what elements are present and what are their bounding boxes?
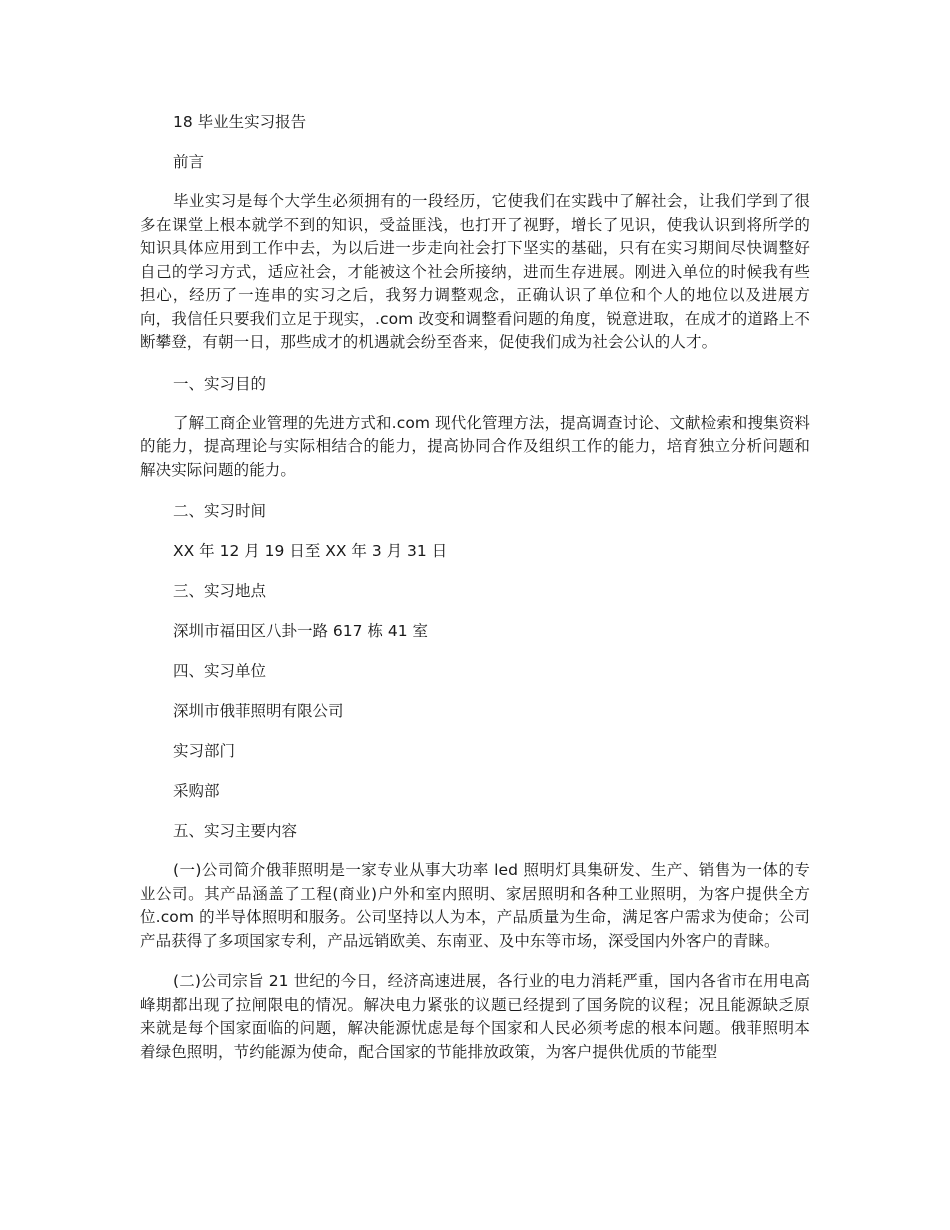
preface-paragraph: 毕业实习是每个大学生必须拥有的一段经历，它使我们在实践中了解社会，让我们学到了很多在课堂上根本就学不到的知识，受益匪浅，也打开了视野，增长了见识，使我认识到将所学的知识具体应用到工作中去，为以后进一步走向社会打下坚实的基础，只有在实习期间尽快调整好自己的学习方式，适应社会，才能被这个社会所接纳，进而生存进展。刚进入单位的时候我有些担心，经历了一连串的实习之后，我努力调整观念，正确认识了单位和个人的地位以及进展方向，我信任只要我们立足于现实，.com 改变和调整看问题的角度，锐意进取，在成才的道路上不断攀登，有朝一日，那些成才的机遇就会纷至沓来，促使我们成为社会公认的人才。 — [140, 192, 810, 351]
section-1-heading: 一、实习目的 — [173, 374, 267, 393]
section-1-paragraph: 了解工商企业管理的先进方式和.com 现代化管理方法，提高调查讨论、文献检索和搜集资料的能力，提高理论与实际相结合的能力，提高协同合作及组织工作的能力，培育独立分析问题和解决实际问题的能力。 — [140, 413, 810, 479]
preface-heading: 前言 — [173, 153, 205, 171]
document-page — [140, 110, 810, 1081]
section-2-text: XX 年 12 月 19 日至 XX 年 3 月 31 日 — [173, 542, 448, 560]
section-5-heading: 五、实习主要内容 — [173, 822, 298, 840]
section-3-heading: 三、实习地点 — [173, 582, 267, 600]
document-title: 18 毕业生实习报告 — [173, 113, 307, 131]
section-5-paragraph-2: (二)公司宗旨 21 世纪的今日，经济高速进展，各行业的电力消耗严重，国内各省市在用电高峰期都出现了拉闸限电的情况。解决电力紧张的议题已经提到了国务院的议程；况且能源缺乏原来就是每个国家面临的问题，解决能源忧虑是每个国家和人民必须考虑的根本问题。俄菲照明本着绿色照明，节约能源为使命，配合国家的节能排放政策，为客户提供优质的节能型 — [140, 972, 810, 1061]
section-5-paragraph-1: (一)公司简介俄菲照明是一家专业从事大功率 led 照明灯具集研发、生产、销售为一体的专业公司。其产品涵盖了工程(商业)户外和室内照明、家居照明和各种工业照明，为客户提供全方位.com 的半导体照明和服务。公司坚持以人为本，产品质量为生命，满足客户需求为使命；公司产品获得了多项国家专利，产品远销欧美、东南亚、及中东等市场，深受国内外客户的青睐。 — [140, 861, 810, 950]
department-heading: 实习部门 — [173, 742, 236, 760]
section-4-heading: 四、实习单位 — [173, 662, 267, 680]
section-3-text: 深圳市福田区八卦一路 617 栋 41 室 — [173, 622, 429, 640]
department-text: 采购部 — [173, 782, 220, 800]
section-2-heading: 二、实习时间 — [173, 502, 267, 520]
section-4-text: 深圳市俄菲照明有限公司 — [173, 702, 344, 720]
